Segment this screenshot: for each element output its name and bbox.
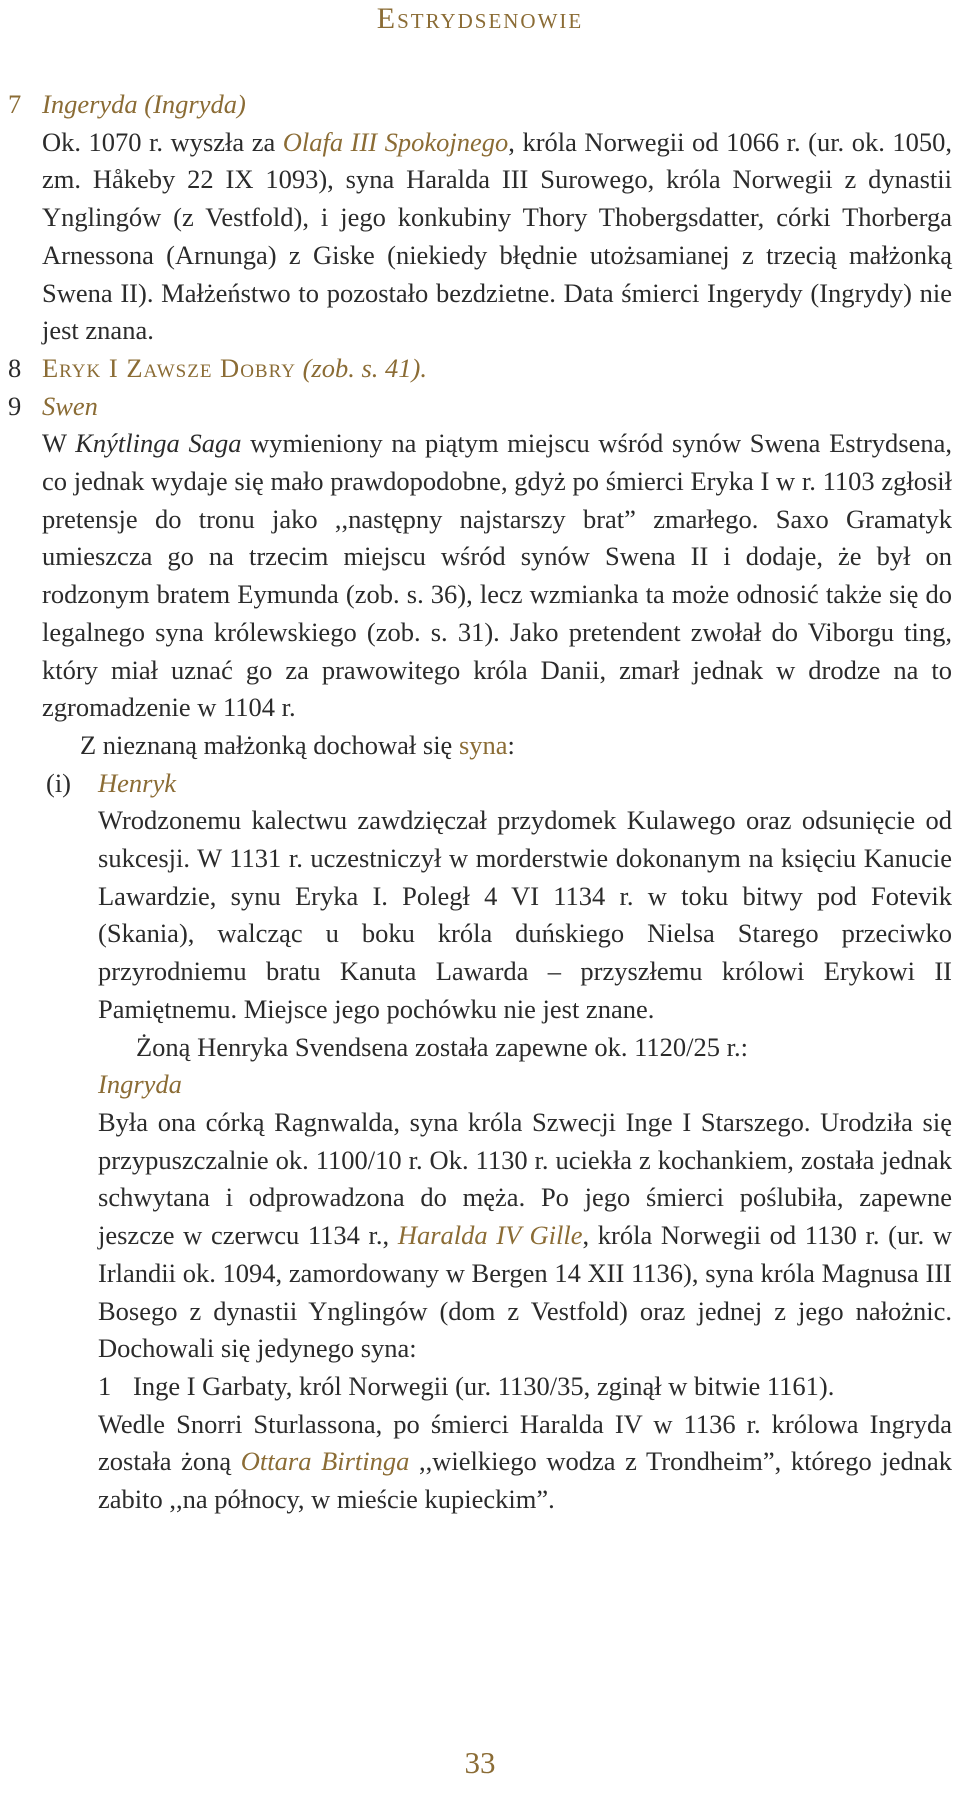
- spouse-body: [8, 1104, 952, 1368]
- text-run: Była ona córką Ragnwalda, syna króla Szwecji Inge I Starszego. Urodziła się przypuszczalnie ok. 1100/10 r. Ok. 1130 r. uciekła z kochankiem, została jednak schwytana i odprowadzona do męża. Po jego śmierci poślubiła, zapewne jeszcze w czerwcu 1134 r.,: [98, 1106, 952, 1251]
- page-reference[interactable]: (zob. s. 41).: [302, 352, 427, 383]
- entry-9-heading: [8, 388, 952, 426]
- issue-item: [8, 1368, 952, 1406]
- spouse-name: Ingryda: [98, 1069, 182, 1100]
- text-run: :: [507, 729, 515, 760]
- child-number: (i): [46, 767, 72, 798]
- child-heading: [8, 765, 952, 803]
- text-run: Z nieznaną małżonką dochował się: [80, 729, 459, 760]
- issue-text: Inge I Garbaty, król Norwegii (ur. 1130/35, zginął w bitwie 1161).: [133, 1370, 835, 1401]
- text-run: , króla Norwegii od 1066 r. (ur. ok. 1050, zm. Håkeby 22 IX 1093), syna Haralda III Surowego, króla Norwegii z dynastii Ynglingów (z Vestfold), i jego konkubiny Thory Thobergsdatter, córki Thorberga Arnessona (Arnunga) z Giske (niekiedy błędnie utożsamianej z trzecią małżonką Swena II). Małżeństwo to pozostało bezdzietne. Data śmierci Ingerydy (Ingrydy) nie jest znana.: [42, 126, 952, 346]
- entry-number: 7: [8, 89, 22, 119]
- child-name: Henryk: [98, 767, 176, 798]
- page-number: 33: [464, 1745, 496, 1780]
- page-content: [8, 86, 952, 1519]
- text-run: wymieniony na piątym miejscu wśród synów Swena Estrydsena, co jednak wydaje się mało prawdopodobne, gdyż po śmierci Eryka I w r. 1103 zgłosił pretensje do tronu jako ,,następny najstarszy brat” zmarłego. Saxo Gramatyk umieszcza go na trzecim miejscu wśród synów Swena II i dodaje, że był on rodzonym bratem Eymunda (zob. s. 36), lecz wzmianka ta może odnosić także się do legalnego syna królewskiego (zob. s. 31). Jako pretendent zwołał do Viborgu ting, który miał uznać go za prawowitego króla Danii, zmarł jednak w drodze na to zgromadzenie w 1104 r.: [42, 428, 952, 723]
- entry-9-body: [8, 425, 952, 727]
- entry-7-heading: [8, 86, 952, 124]
- cross-reference-link[interactable]: Ottara Birtinga: [240, 1446, 410, 1477]
- text-run: W: [42, 428, 76, 459]
- entry-7-body: [8, 124, 952, 350]
- child-body: Wrodzonemu kalectwu zawdzięczał przydomek Kulawego oraz odsunięcie od sukcesji. W 1131 r. uczestniczył w morderstwie dokonanym na księciu Kanucie Lawardzie, synu Eryka I. Poległ 4 VI 1134 r. w toku bitwy pod Fotevik (Skania), walcząc u boku króla duńskiego Nielsa Starego przeciwko przyrodniemu bratu Kanuta Lawarda – przyszłemu królowi Erykowi II Pamiętnemu. Miejsce jego pochówku nie jest znane.: [98, 805, 952, 1024]
- spouse-intro: Żoną Henryka Svendsena została zapewne ok. 1120/25 r.:: [136, 1031, 749, 1062]
- text-run: ,,wielkiego wodza z Trondheim”, którego jednak zabito ,,na północy, w mieście kupieckim”.: [98, 1446, 952, 1515]
- entry-name: Eryk I Zawsze Dobry: [42, 352, 296, 383]
- text-run: , króla Norwegii od 1130 r. (ur. w Irlandii ok. 1094, zamordowany w Bergen 14 XII 1136), syna króla Magnusa III Bosego z dynastii Ynglingów (dom z Vestfold) oraz jednej z jego nałożnic. Dochowali się jedynego syna:: [98, 1220, 952, 1364]
- entry-number: 8: [8, 352, 22, 383]
- entry-name: Ingeryda (Ingryda): [42, 89, 246, 119]
- source-title: Knýtlinga Saga: [75, 428, 242, 459]
- cross-reference-link[interactable]: Haralda IV Gille: [397, 1220, 583, 1251]
- closing-paragraph: [8, 1406, 952, 1519]
- children-word: syna: [458, 729, 508, 760]
- entry-name: Swen: [42, 390, 98, 421]
- entry-8-heading: [8, 350, 952, 388]
- cross-reference-link[interactable]: Olafa III Spokojnego: [282, 126, 509, 157]
- text-run: Ok. 1070 r. wyszła za: [42, 126, 283, 157]
- running-head: Estrydsenowie: [376, 2, 584, 35]
- text-run: Wedle Snorri Sturlassona, po śmierci Haralda IV w 1136 r. królowa Ingryda została żoną: [98, 1408, 952, 1477]
- entry-number: 9: [8, 390, 22, 421]
- issue-number: 1: [98, 1370, 112, 1401]
- children-intro: [8, 727, 952, 765]
